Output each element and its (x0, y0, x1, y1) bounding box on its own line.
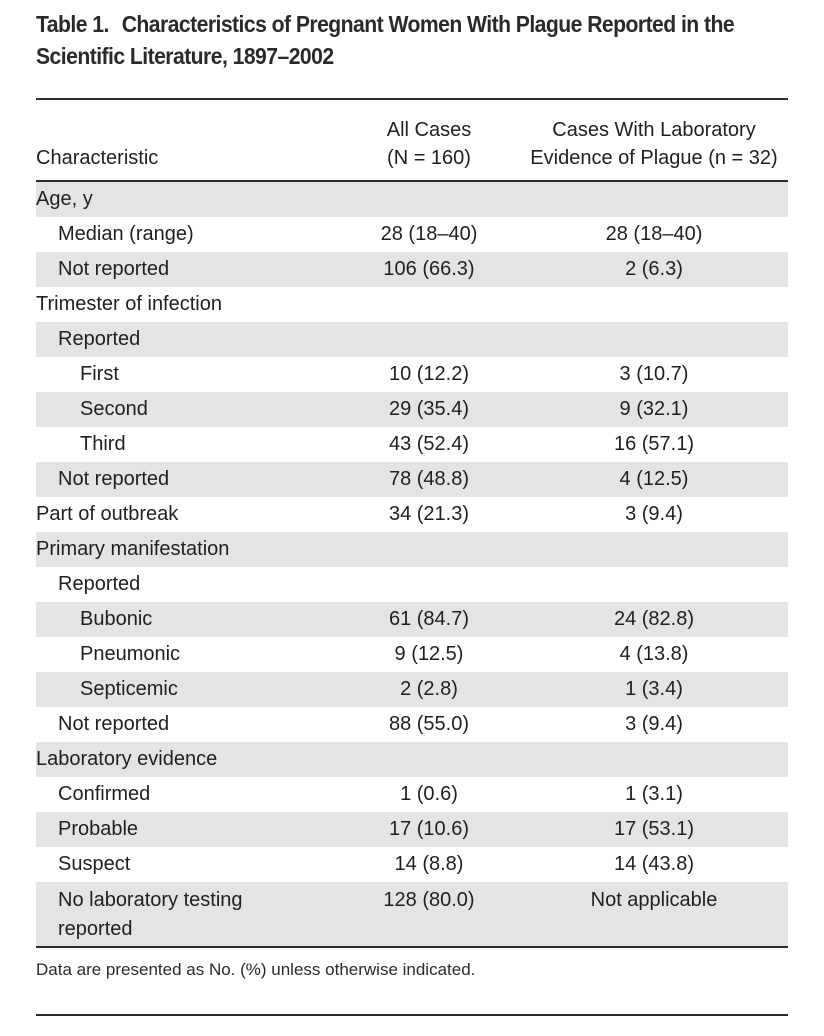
cell-all-cases: 9 (12.5) (394, 643, 464, 665)
row-label: Septicemic (80, 678, 178, 700)
table-body (36, 182, 788, 946)
cell-lab-cases: 14 (43.8) (613, 853, 695, 875)
row-label: Age, y (36, 188, 93, 210)
cell-lab-cases: Not applicable (590, 889, 718, 911)
table-row (36, 287, 788, 322)
cell-lab-cases: 24 (82.8) (613, 608, 695, 630)
cell-lab-cases: 3 (10.7) (619, 363, 689, 385)
cell-all-cases: 10 (12.2) (388, 363, 470, 385)
row-label: Probable (58, 818, 139, 840)
table-header (36, 100, 788, 180)
table-row (36, 847, 788, 882)
table-row (36, 882, 788, 946)
cell-all-cases: 128 (80.0) (383, 889, 475, 911)
cell-lab-cases: 4 (12.5) (619, 468, 689, 490)
row-label: Not reported (58, 468, 170, 490)
row-label: Reported (58, 328, 141, 350)
table-row (36, 497, 788, 532)
cell-lab-cases: 3 (9.4) (625, 713, 683, 735)
cell-lab-cases: 9 (32.1) (619, 398, 689, 420)
row-label: Not reported (58, 258, 170, 280)
cell-all-cases: 61 (84.7) (388, 608, 470, 630)
row-label: No laboratory testing reported (58, 889, 243, 940)
table-bottom-rule (36, 946, 788, 948)
table-row (36, 567, 788, 602)
table-title-text: Characteristics of Pregnant Women With Plague Reported in the (121, 11, 735, 37)
table-row (36, 427, 788, 462)
cell-all-cases: 34 (21.3) (388, 503, 470, 525)
cell-all-cases: 1 (0.6) (400, 783, 458, 805)
table-title (36, 8, 744, 72)
page-bottom-rule (36, 1014, 788, 1016)
column-header-lab-cases-line-2: Evidence of Plague (n = 32) (530, 147, 778, 169)
column-header-all-cases-line-2: (N = 160) (387, 147, 471, 169)
cell-all-cases: 106 (66.3) (383, 258, 475, 280)
cell-lab-cases: 1 (3.4) (625, 678, 683, 700)
cell-lab-cases: 1 (3.1) (625, 783, 683, 805)
row-label: Trimester of infection (36, 293, 222, 315)
cell-lab-cases: 3 (9.4) (625, 503, 683, 525)
row-label: Not reported (58, 713, 170, 735)
cell-lab-cases: 16 (57.1) (613, 433, 695, 455)
cell-all-cases: 17 (10.6) (388, 818, 470, 840)
table-row (36, 357, 788, 392)
table-row (36, 532, 788, 567)
table-label: Table 1. (36, 11, 109, 37)
row-label: Part of outbreak (36, 503, 179, 525)
table-row (36, 182, 788, 217)
row-label: Median (range) (58, 223, 194, 245)
table-title-line-1 (36, 8, 744, 40)
column-header-all-cases-line-1: All Cases (386, 119, 472, 141)
row-label: Laboratory evidence (36, 748, 218, 770)
cell-all-cases: 29 (35.4) (388, 398, 470, 420)
row-label: Suspect (58, 853, 131, 875)
table-row (36, 742, 788, 777)
table-row (36, 217, 788, 252)
row-label: Bubonic (80, 608, 153, 630)
column-header-lab-cases-line-1: Cases With Laboratory (552, 119, 756, 141)
table-title-line-2: Scientific Literature, 1897–2002 (36, 43, 334, 69)
table-row (36, 707, 788, 742)
row-label: Reported (58, 573, 141, 595)
column-header-characteristic: Characteristic (36, 147, 159, 169)
cell-all-cases: 88 (55.0) (388, 713, 470, 735)
row-label: Third (80, 433, 126, 455)
cell-all-cases: 78 (48.8) (388, 468, 470, 490)
table-row (36, 252, 788, 287)
table-row (36, 672, 788, 707)
cell-lab-cases: 17 (53.1) (613, 818, 695, 840)
table-row (36, 637, 788, 672)
cell-all-cases: 14 (8.8) (394, 853, 464, 875)
cell-lab-cases: 4 (13.8) (619, 643, 689, 665)
row-label: First (80, 363, 119, 385)
table-footnote: Data are presented as No. (%) unless otherwise indicated. (36, 960, 476, 979)
row-label: Primary manifestation (36, 538, 230, 560)
row-label: Confirmed (58, 783, 151, 805)
row-label: Second (80, 398, 148, 420)
column-header-all-cases (366, 116, 492, 172)
column-header-lab-cases (516, 116, 792, 172)
cell-all-cases: 28 (18–40) (380, 223, 478, 245)
cell-lab-cases: 28 (18–40) (605, 223, 703, 245)
table-row (36, 392, 788, 427)
row-label: Pneumonic (80, 643, 181, 665)
cell-all-cases: 2 (2.8) (400, 678, 458, 700)
cell-all-cases: 43 (52.4) (388, 433, 470, 455)
table-row (36, 462, 788, 497)
cell-lab-cases: 2 (6.3) (625, 258, 683, 280)
table-row (36, 812, 788, 847)
table-row (36, 322, 788, 357)
table-row (36, 602, 788, 637)
table-row (36, 777, 788, 812)
